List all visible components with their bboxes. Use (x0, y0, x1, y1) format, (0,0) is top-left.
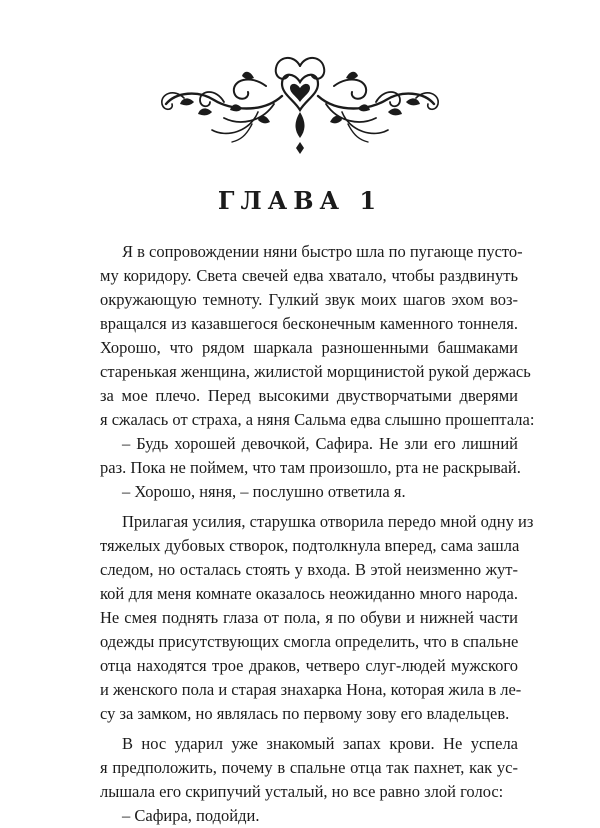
text-line: Я в сопровождении няни быстро шла по пугающе пусто- (122, 242, 523, 261)
chapter-title: ГЛАВА 1 (217, 186, 383, 215)
text-line: я сжалась от страха, а няня Сальма едва слышно прошептала: (100, 410, 535, 429)
text-line: Хорошо, что рядом шаркала разношенными башмаками (100, 338, 518, 357)
text-line: – Сафира, подойди. (122, 806, 260, 825)
text-line: су за замком, но являлась по первому зову его владельцев. (100, 704, 510, 723)
text-line: лышала его скрипучий усталый, но все равно злой голос: (100, 782, 504, 801)
text-line: кой для меня комнате оказалось неожиданно много народа. (100, 584, 518, 603)
chapter-text (100, 240, 535, 828)
text-line: – Хорошо, няня, – послушно ответила я. (122, 482, 406, 501)
text-line: отца находятся трое драков, четверо слуг-людей мужского (100, 656, 518, 675)
text-line: за мое плечо. Перед высокими двустворчатыми дверями (100, 386, 518, 405)
text-line: я предположить, почему в спальне отца так пахнет, как ус- (100, 758, 518, 777)
text-line: Не смея поднять глаза от пола, я по обуви и нижней части (100, 608, 518, 627)
text-line: В нос ударил уже знакомый запах крови. Не успела (122, 734, 518, 753)
text-line: раз. Пока не поймем, что там произошло, рта не раскрывай. (100, 458, 521, 477)
text-line: тяжелых дубовых створок, подтолкнула вперед, сама зашла (100, 536, 520, 555)
text-line: и женского пола и старая знахарка Нона, которая жила в ле- (100, 680, 522, 699)
text-line: старенькая женщина, жилистой морщинистой рукой держась (100, 362, 531, 381)
text-line: одежды присутствующих смогла определить, что в спальне (100, 632, 519, 651)
heart-scroll-ornament-icon (154, 52, 446, 156)
text-line: Прилагая усилия, старушка отворила передо мной одну из (122, 512, 534, 531)
text-line: му коридору. Света свечей едва хватало, чтобы раздвинуть (100, 266, 518, 285)
text-line: – Будь хорошей девочкой, Сафира. Не зли его лишний (122, 434, 518, 453)
text-line: окружающую темноту. Гулкий звук моих шагов эхом воз- (100, 290, 518, 309)
text-line: следом, но осталась стоять у входа. В этой неизменно жут- (100, 560, 518, 579)
text-line: вращался из казавшегося бесконечным каменного тоннеля. (100, 314, 518, 333)
